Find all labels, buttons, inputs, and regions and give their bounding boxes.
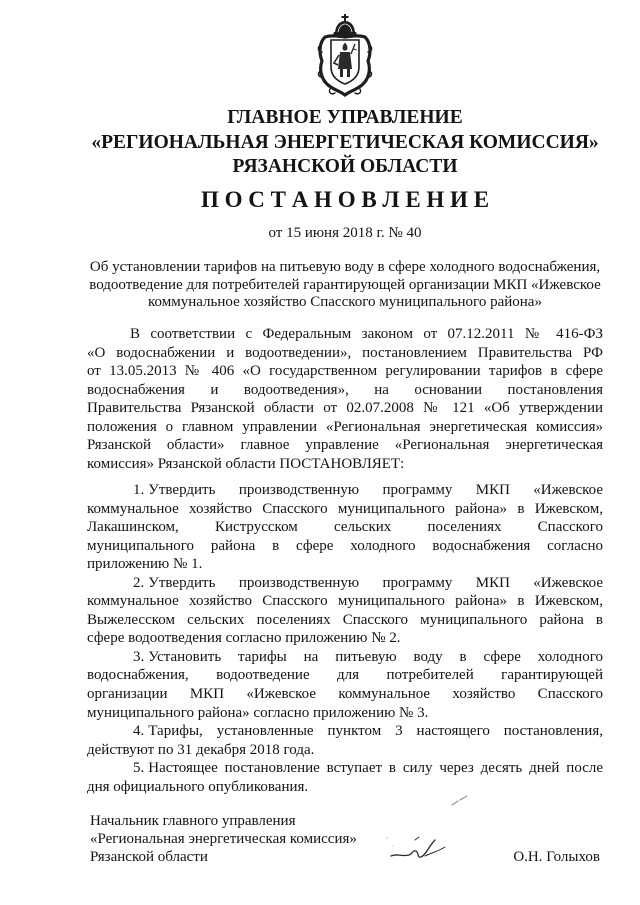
list-item (87, 759, 603, 796)
list-item (87, 574, 603, 648)
signatory-position-line: Рязанской области (90, 849, 208, 865)
item-number: 3. (133, 648, 145, 665)
item-line: коммунальное хозяйство Спасского муниципального района» в Ижевском, (87, 500, 603, 517)
document-body (87, 325, 603, 796)
authority-line: РЯЗАНСКОЙ ОБЛАСТИ (232, 156, 458, 177)
authority-line: ГЛАВНОЕ УПРАВЛЕНИЕ (227, 107, 463, 128)
authority-line: «РЕГИОНАЛЬНАЯ ЭНЕРГЕТИЧЕСКАЯ КОМИССИЯ» (91, 131, 599, 153)
item-line (87, 648, 603, 667)
item-line: сфере водоотведения согласно приложению № 2. (87, 630, 401, 647)
subject-line: Об установлении тарифов на питьевую воду в сфере холодного водоснабжения, (89, 259, 601, 275)
subject-line: водоотведение для потребителей гарантирующей организации МКП «Ижевское (89, 276, 601, 293)
coat-of-arms-icon (316, 13, 374, 97)
list-item (87, 722, 603, 759)
item-number: 2. (133, 574, 145, 591)
preamble-line: от 13.05.2013 № 406 «О государственном регулировании тарифов в сфере (87, 363, 603, 380)
item-line: приложению № 1. (87, 556, 203, 573)
document-type-heading: П О С Т А Н О В Л Е Н И Е (200, 187, 490, 212)
preamble-line: Рязанской области» главное управление «Региональная энергетическая (87, 437, 603, 454)
preamble-line: Правительства Рязанской области от 02.07.2008 № 121 «Об утверждении (87, 400, 603, 417)
item-line: коммунальное хозяйство Спасского муниципального района» в Ижевском, (87, 593, 603, 610)
item-line: муниципального района» согласно приложению № 3. (87, 704, 429, 721)
item-text: Утвердить производственную программу МКП «Ижевское (148, 481, 603, 498)
preamble-paragraph (87, 325, 603, 473)
item-line: дня официального опубликования. (87, 778, 309, 795)
signatory-position (90, 812, 357, 866)
list-item (87, 648, 603, 722)
resolution-items (87, 481, 603, 796)
item-number: 4. (133, 723, 145, 740)
item-line (87, 722, 603, 741)
item-line: водоснабжения, водоотведение для потребителей гарантирующей (87, 667, 603, 684)
subject-line: коммунальное хозяйство Спасского муниципального района» (148, 294, 542, 310)
item-text: Тарифы, установленные пунктом 3 настоящего постановления, (148, 723, 603, 740)
document-date-number: от 15 июня 2018 г. № 40 (268, 225, 422, 241)
document-subject (87, 259, 603, 312)
item-line: муниципального района в сфере холодного водоснабжения согласно (87, 537, 603, 554)
authority-title (87, 106, 603, 180)
item-text: Настоящее постановление вступает в силу через десять дней после (148, 760, 603, 777)
item-line: организации МКП «Ижевское коммунальное хозяйство Спасского (87, 685, 603, 702)
preamble-line: комиссия» Рязанской области ПОСТАНОВЛЯЕТ: (87, 455, 405, 472)
item-line: действуют по 31 декабря 2018 года. (87, 741, 315, 758)
item-line: Выжелесском сельских поселениях Спасского муниципального района в (87, 611, 603, 628)
preamble-line: В соответствии с Федеральным законом от 07.12.2011 № 416-ФЗ (130, 326, 603, 342)
pen-mark (450, 794, 470, 808)
item-number: 1. (133, 481, 145, 498)
item-number: 5. (133, 760, 145, 777)
preamble-line: положения о главном управлении «Региональная энергетическая комиссия» (87, 418, 603, 435)
item-line (87, 574, 603, 593)
signatory-position-line: Начальник главного управления (90, 813, 296, 829)
list-item (87, 481, 603, 574)
item-text: Установить тарифы на питьевую воду в сфере холодного (148, 648, 603, 665)
preamble-line: водоснабжения и водоотведения», на основании постановления (87, 381, 603, 398)
item-line (87, 759, 603, 778)
handwritten-signature (385, 826, 449, 866)
preamble-line: «О водоснабжении и водоотведении», постановлением Правительства РФ (87, 344, 603, 361)
item-line: Лакашинском, Киструсском сельских поселениях Спасского (87, 519, 603, 536)
signatory-name: О.Н. Голыхов (513, 849, 600, 865)
item-line (87, 481, 603, 500)
signatory-position-line: «Региональная энергетическая комиссия» (90, 831, 357, 847)
item-text: Утвердить производственную программу МКП «Ижевское (148, 574, 603, 591)
